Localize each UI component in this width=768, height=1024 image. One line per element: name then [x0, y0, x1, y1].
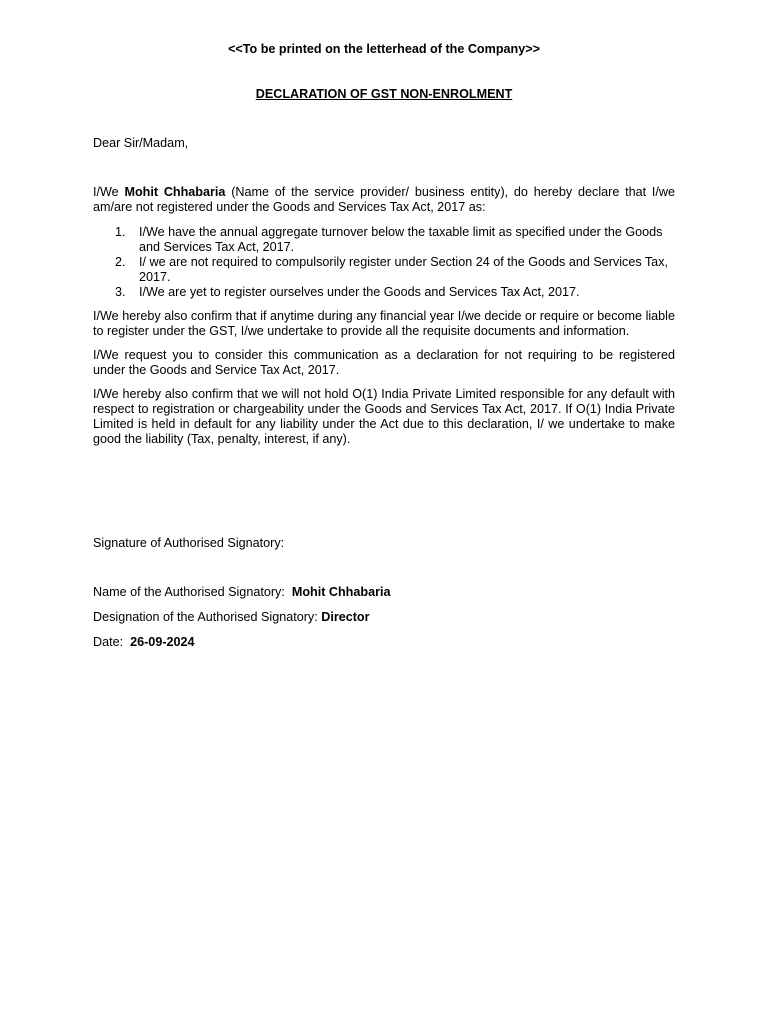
- signatory-name-row: [93, 585, 390, 600]
- letterhead-note: <<To be printed on the letterhead of the Company>>: [228, 42, 540, 56]
- declaration-intro: [93, 185, 675, 215]
- reasons-list: [93, 225, 675, 300]
- signatory-designation-value: Director: [321, 610, 370, 624]
- declaration-prefix: I/We: [93, 185, 119, 199]
- declaration-body: [93, 185, 675, 447]
- list-item: [93, 225, 675, 255]
- date-value: 26-09-2024: [130, 635, 195, 649]
- list-item-number: 1.: [115, 225, 126, 239]
- document-title: DECLARATION OF GST NON-ENROLMENT: [255, 87, 513, 101]
- signature-date-row: [93, 635, 195, 650]
- list-item: [93, 255, 675, 285]
- declarant-name: Mohit Chhabaria: [124, 185, 226, 199]
- list-item: [93, 285, 675, 300]
- date-label: Date:: [93, 635, 124, 649]
- paragraph-liability: I/We hereby also confirm that we will not hold O(1) India Private Limited responsible for any default with respect to registration or chargeability under the Goods and Services Tax Act, 2017. If O(1) India Private Limited is held in default for any liability under the Act due to this declaration, I/ we undertake to make good the liability (Tax, penalty, interest, if any).: [93, 387, 675, 446]
- list-item-number: 2.: [115, 255, 126, 269]
- signatory-name-label: Name of the Authorised Signatory:: [93, 585, 285, 599]
- signature-label: Signature of Authorised Signatory:: [93, 536, 285, 550]
- declaration-suffix: (Name of the service provider/ business entity), do hereby declare that I/we am/are not registered under the Goods and Services Tax Act, 2017 as:: [93, 185, 676, 214]
- paragraph-request: I/We request you to consider this communication as a declaration for not requiring to be registered under the Goods and Service Tax Act, 2017.: [93, 348, 675, 377]
- salutation: Dear Sir/Madam,: [93, 136, 189, 150]
- paragraph-registration-undertaking: I/We hereby also confirm that if anytime during any financial year I/we decide or require or become liable to register under the GST, I/we undertake to provide all the requisite documents and information.: [93, 309, 675, 338]
- signatory-designation-label: Designation of the Authorised Signatory:: [93, 610, 318, 624]
- list-item-text: I/We are yet to register ourselves under the Goods and Services Tax Act, 2017.: [139, 285, 580, 299]
- list-item-number: 3.: [115, 285, 126, 299]
- list-item-text: I/We have the annual aggregate turnover below the taxable limit as specified under the Goods and Services Tax Act, 2017.: [139, 225, 663, 254]
- list-item-text: I/ we are not required to compulsorily register under Section 24 of the Goods and Services Tax, 2017.: [139, 255, 668, 284]
- signatory-name-value: Mohit Chhabaria: [291, 585, 391, 599]
- signatory-designation-row: [93, 610, 370, 625]
